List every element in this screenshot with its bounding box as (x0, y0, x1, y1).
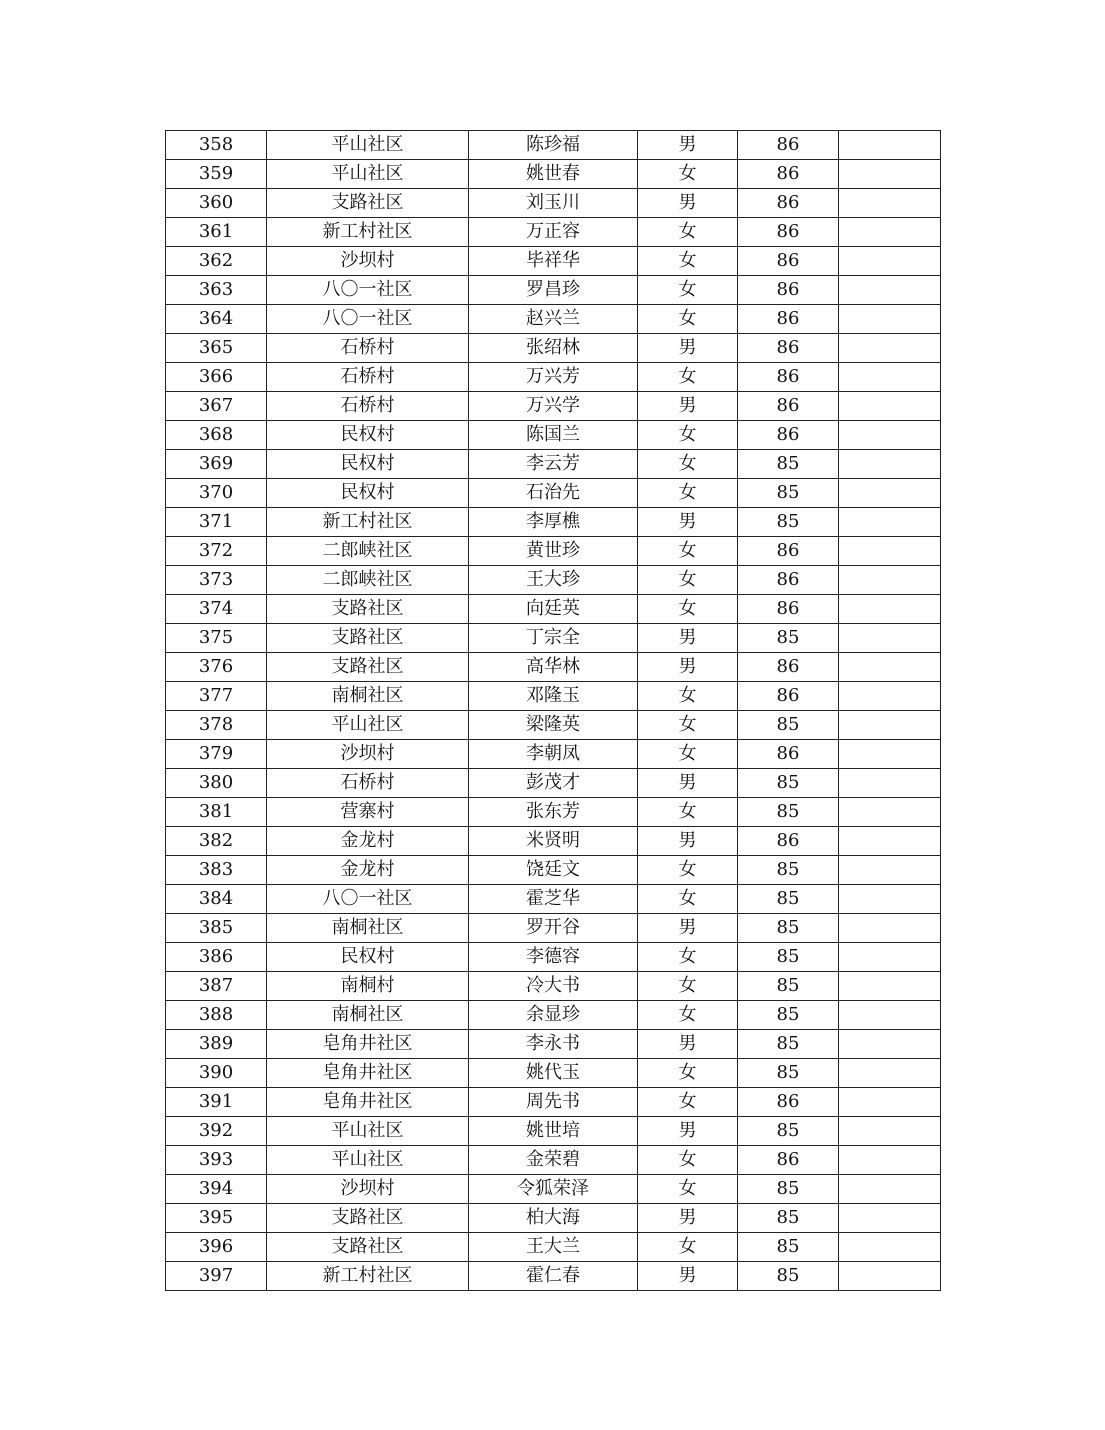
community-cell: 支路社区 (267, 595, 469, 624)
person-name-cell: 李德容 (469, 943, 638, 972)
gender-cell: 男 (638, 624, 738, 653)
score-cell: 85 (738, 450, 839, 479)
table-row (166, 305, 941, 334)
remark-cell (839, 595, 941, 624)
person-name-cell: 余显珍 (469, 1001, 638, 1030)
table-row (166, 827, 941, 856)
community-cell: 南桐社区 (267, 914, 469, 943)
community-cell: 石桥村 (267, 334, 469, 363)
community-cell: 石桥村 (267, 363, 469, 392)
remark-cell (839, 740, 941, 769)
row-number-cell: 397 (166, 1262, 267, 1291)
gender-cell: 女 (638, 479, 738, 508)
remark-cell (839, 856, 941, 885)
score-cell: 85 (738, 1001, 839, 1030)
table-row (166, 160, 941, 189)
gender-cell: 女 (638, 943, 738, 972)
gender-cell: 女 (638, 305, 738, 334)
row-number-cell: 361 (166, 218, 267, 247)
person-name-cell: 彭茂才 (469, 769, 638, 798)
person-name-cell: 赵兴兰 (469, 305, 638, 334)
community-cell: 二郎峡社区 (267, 566, 469, 595)
community-cell: 八〇一社区 (267, 276, 469, 305)
gender-cell: 女 (638, 363, 738, 392)
community-cell: 支路社区 (267, 1204, 469, 1233)
person-name-cell: 万兴学 (469, 392, 638, 421)
person-name-cell: 丁宗全 (469, 624, 638, 653)
community-cell: 支路社区 (267, 1233, 469, 1262)
table-row (166, 914, 941, 943)
score-cell: 86 (738, 740, 839, 769)
gender-cell: 女 (638, 972, 738, 1001)
score-cell: 86 (738, 305, 839, 334)
gender-cell: 男 (638, 392, 738, 421)
score-cell: 86 (738, 537, 839, 566)
person-name-cell: 李云芳 (469, 450, 638, 479)
remark-cell (839, 508, 941, 537)
gender-cell: 男 (638, 1262, 738, 1291)
row-number-cell: 364 (166, 305, 267, 334)
score-cell: 85 (738, 624, 839, 653)
gender-cell: 男 (638, 334, 738, 363)
roster-table (165, 130, 941, 1291)
person-name-cell: 柏大海 (469, 1204, 638, 1233)
gender-cell: 女 (638, 595, 738, 624)
table-row (166, 1146, 941, 1175)
score-cell: 86 (738, 1088, 839, 1117)
community-cell: 南桐社区 (267, 682, 469, 711)
score-cell: 86 (738, 218, 839, 247)
table-row (166, 1030, 941, 1059)
gender-cell: 女 (638, 1146, 738, 1175)
table-row (166, 334, 941, 363)
table-row (166, 1059, 941, 1088)
table-row (166, 943, 941, 972)
table-row (166, 566, 941, 595)
community-cell: 平山社区 (267, 1146, 469, 1175)
gender-cell: 男 (638, 769, 738, 798)
table-row (166, 1001, 941, 1030)
remark-cell (839, 218, 941, 247)
table-row (166, 508, 941, 537)
person-name-cell: 周先书 (469, 1088, 638, 1117)
community-cell: 平山社区 (267, 711, 469, 740)
score-cell: 86 (738, 1146, 839, 1175)
community-cell: 平山社区 (267, 1117, 469, 1146)
person-name-cell: 罗开谷 (469, 914, 638, 943)
remark-cell (839, 537, 941, 566)
table-row (166, 653, 941, 682)
remark-cell (839, 421, 941, 450)
gender-cell: 女 (638, 276, 738, 305)
gender-cell: 女 (638, 740, 738, 769)
gender-cell: 女 (638, 537, 738, 566)
remark-cell (839, 711, 941, 740)
remark-cell (839, 798, 941, 827)
score-cell: 86 (738, 131, 839, 160)
person-name-cell: 王大珍 (469, 566, 638, 595)
score-cell: 85 (738, 1117, 839, 1146)
score-cell: 86 (738, 653, 839, 682)
score-cell: 86 (738, 363, 839, 392)
person-name-cell: 陈国兰 (469, 421, 638, 450)
score-cell: 86 (738, 595, 839, 624)
gender-cell: 女 (638, 218, 738, 247)
person-name-cell: 向廷英 (469, 595, 638, 624)
row-number-cell: 368 (166, 421, 267, 450)
row-number-cell: 382 (166, 827, 267, 856)
community-cell: 支路社区 (267, 653, 469, 682)
row-number-cell: 373 (166, 566, 267, 595)
person-name-cell: 万正容 (469, 218, 638, 247)
row-number-cell: 363 (166, 276, 267, 305)
score-cell: 85 (738, 1175, 839, 1204)
table-row (166, 450, 941, 479)
table-row (166, 247, 941, 276)
table-row (166, 392, 941, 421)
row-number-cell: 389 (166, 1030, 267, 1059)
row-number-cell: 395 (166, 1204, 267, 1233)
table-row (166, 885, 941, 914)
row-number-cell: 371 (166, 508, 267, 537)
community-cell: 支路社区 (267, 624, 469, 653)
remark-cell (839, 1059, 941, 1088)
person-name-cell: 李朝凤 (469, 740, 638, 769)
row-number-cell: 372 (166, 537, 267, 566)
remark-cell (839, 334, 941, 363)
score-cell: 86 (738, 827, 839, 856)
person-name-cell: 饶廷文 (469, 856, 638, 885)
remark-cell (839, 653, 941, 682)
remark-cell (839, 1001, 941, 1030)
row-number-cell: 387 (166, 972, 267, 1001)
row-number-cell: 370 (166, 479, 267, 508)
row-number-cell: 369 (166, 450, 267, 479)
table-row (166, 276, 941, 305)
person-name-cell: 张绍林 (469, 334, 638, 363)
community-cell: 石桥村 (267, 392, 469, 421)
remark-cell (839, 1175, 941, 1204)
table-row (166, 1233, 941, 1262)
roster-table-body (166, 131, 941, 1291)
row-number-cell: 367 (166, 392, 267, 421)
community-cell: 沙坝村 (267, 247, 469, 276)
table-row (166, 972, 941, 1001)
table-row (166, 711, 941, 740)
community-cell: 金龙村 (267, 827, 469, 856)
table-row (166, 595, 941, 624)
person-name-cell: 姚代玉 (469, 1059, 638, 1088)
gender-cell: 男 (638, 827, 738, 856)
person-name-cell: 万兴芳 (469, 363, 638, 392)
person-name-cell: 霍芝华 (469, 885, 638, 914)
community-cell: 南桐社区 (267, 1001, 469, 1030)
row-number-cell: 396 (166, 1233, 267, 1262)
remark-cell (839, 1204, 941, 1233)
gender-cell: 女 (638, 1059, 738, 1088)
person-name-cell: 刘玉川 (469, 189, 638, 218)
row-number-cell: 392 (166, 1117, 267, 1146)
community-cell: 沙坝村 (267, 740, 469, 769)
remark-cell (839, 1233, 941, 1262)
table-row (166, 218, 941, 247)
gender-cell: 男 (638, 131, 738, 160)
community-cell: 平山社区 (267, 160, 469, 189)
row-number-cell: 381 (166, 798, 267, 827)
score-cell: 85 (738, 1204, 839, 1233)
community-cell: 支路社区 (267, 189, 469, 218)
table-row (166, 131, 941, 160)
person-name-cell: 梁隆英 (469, 711, 638, 740)
remark-cell (839, 1088, 941, 1117)
table-row (166, 856, 941, 885)
remark-cell (839, 1146, 941, 1175)
gender-cell: 女 (638, 421, 738, 450)
row-number-cell: 385 (166, 914, 267, 943)
community-cell: 新工村社区 (267, 218, 469, 247)
person-name-cell: 姚世培 (469, 1117, 638, 1146)
gender-cell: 女 (638, 450, 738, 479)
table-row (166, 798, 941, 827)
score-cell: 85 (738, 1059, 839, 1088)
remark-cell (839, 885, 941, 914)
community-cell: 石桥村 (267, 769, 469, 798)
community-cell: 八〇一社区 (267, 305, 469, 334)
remark-cell (839, 972, 941, 1001)
row-number-cell: 394 (166, 1175, 267, 1204)
gender-cell: 女 (638, 1001, 738, 1030)
gender-cell: 女 (638, 856, 738, 885)
row-number-cell: 384 (166, 885, 267, 914)
remark-cell (839, 276, 941, 305)
row-number-cell: 358 (166, 131, 267, 160)
community-cell: 南桐村 (267, 972, 469, 1001)
person-name-cell: 李厚樵 (469, 508, 638, 537)
score-cell: 86 (738, 160, 839, 189)
score-cell: 85 (738, 1233, 839, 1262)
community-cell: 金龙村 (267, 856, 469, 885)
community-cell: 新工村社区 (267, 1262, 469, 1291)
gender-cell: 女 (638, 885, 738, 914)
score-cell: 85 (738, 1262, 839, 1291)
gender-cell: 女 (638, 160, 738, 189)
table-row (166, 1204, 941, 1233)
table-row (166, 682, 941, 711)
table-row (166, 363, 941, 392)
score-cell: 86 (738, 276, 839, 305)
row-number-cell: 383 (166, 856, 267, 885)
row-number-cell: 376 (166, 653, 267, 682)
gender-cell: 女 (638, 566, 738, 595)
remark-cell (839, 682, 941, 711)
remark-cell (839, 363, 941, 392)
table-row (166, 1088, 941, 1117)
row-number-cell: 360 (166, 189, 267, 218)
community-cell: 皂角井社区 (267, 1059, 469, 1088)
remark-cell (839, 943, 941, 972)
community-cell: 二郎峡社区 (267, 537, 469, 566)
remark-cell (839, 131, 941, 160)
score-cell: 85 (738, 1030, 839, 1059)
person-name-cell: 令狐荣泽 (469, 1175, 638, 1204)
person-name-cell: 姚世春 (469, 160, 638, 189)
table-row (166, 421, 941, 450)
table-row (166, 1262, 941, 1291)
table-row (166, 1117, 941, 1146)
remark-cell (839, 566, 941, 595)
score-cell: 86 (738, 421, 839, 450)
gender-cell: 男 (638, 1117, 738, 1146)
table-row (166, 537, 941, 566)
person-name-cell: 黄世珍 (469, 537, 638, 566)
community-cell: 新工村社区 (267, 508, 469, 537)
gender-cell: 男 (638, 653, 738, 682)
person-name-cell: 邓隆玉 (469, 682, 638, 711)
community-cell: 沙坝村 (267, 1175, 469, 1204)
score-cell: 86 (738, 247, 839, 276)
score-cell: 85 (738, 885, 839, 914)
score-cell: 85 (738, 711, 839, 740)
gender-cell: 男 (638, 189, 738, 218)
row-number-cell: 390 (166, 1059, 267, 1088)
community-cell: 营寨村 (267, 798, 469, 827)
row-number-cell: 393 (166, 1146, 267, 1175)
table-row (166, 189, 941, 218)
score-cell: 85 (738, 769, 839, 798)
remark-cell (839, 479, 941, 508)
gender-cell: 男 (638, 508, 738, 537)
community-cell: 民权村 (267, 943, 469, 972)
person-name-cell: 米贤明 (469, 827, 638, 856)
remark-cell (839, 305, 941, 334)
table-row (166, 624, 941, 653)
community-cell: 皂角井社区 (267, 1030, 469, 1059)
remark-cell (839, 769, 941, 798)
row-number-cell: 379 (166, 740, 267, 769)
gender-cell: 女 (638, 682, 738, 711)
score-cell: 86 (738, 392, 839, 421)
remark-cell (839, 189, 941, 218)
table-row (166, 769, 941, 798)
score-cell: 85 (738, 508, 839, 537)
community-cell: 民权村 (267, 479, 469, 508)
remark-cell (839, 247, 941, 276)
gender-cell: 女 (638, 1088, 738, 1117)
person-name-cell: 高华林 (469, 653, 638, 682)
row-number-cell: 375 (166, 624, 267, 653)
person-name-cell: 石治先 (469, 479, 638, 508)
remark-cell (839, 827, 941, 856)
gender-cell: 女 (638, 711, 738, 740)
gender-cell: 男 (638, 914, 738, 943)
remark-cell (839, 1030, 941, 1059)
table-row (166, 479, 941, 508)
person-name-cell: 李永书 (469, 1030, 638, 1059)
person-name-cell: 罗昌珍 (469, 276, 638, 305)
score-cell: 85 (738, 972, 839, 1001)
table-row (166, 740, 941, 769)
gender-cell: 女 (638, 1175, 738, 1204)
person-name-cell: 张东芳 (469, 798, 638, 827)
gender-cell: 女 (638, 247, 738, 276)
gender-cell: 女 (638, 798, 738, 827)
score-cell: 85 (738, 943, 839, 972)
person-name-cell: 金荣碧 (469, 1146, 638, 1175)
row-number-cell: 386 (166, 943, 267, 972)
table-row (166, 1175, 941, 1204)
community-cell: 民权村 (267, 421, 469, 450)
person-name-cell: 陈珍福 (469, 131, 638, 160)
person-name-cell: 王大兰 (469, 1233, 638, 1262)
row-number-cell: 377 (166, 682, 267, 711)
row-number-cell: 366 (166, 363, 267, 392)
community-cell: 民权村 (267, 450, 469, 479)
remark-cell (839, 1117, 941, 1146)
remark-cell (839, 160, 941, 189)
row-number-cell: 365 (166, 334, 267, 363)
score-cell: 85 (738, 856, 839, 885)
community-cell: 皂角井社区 (267, 1088, 469, 1117)
score-cell: 86 (738, 682, 839, 711)
row-number-cell: 391 (166, 1088, 267, 1117)
score-cell: 85 (738, 914, 839, 943)
remark-cell (839, 392, 941, 421)
row-number-cell: 374 (166, 595, 267, 624)
score-cell: 86 (738, 189, 839, 218)
gender-cell: 女 (638, 1233, 738, 1262)
score-cell: 85 (738, 798, 839, 827)
row-number-cell: 359 (166, 160, 267, 189)
row-number-cell: 378 (166, 711, 267, 740)
person-name-cell: 毕祥华 (469, 247, 638, 276)
gender-cell: 男 (638, 1204, 738, 1233)
row-number-cell: 380 (166, 769, 267, 798)
row-number-cell: 388 (166, 1001, 267, 1030)
remark-cell (839, 624, 941, 653)
score-cell: 86 (738, 334, 839, 363)
community-cell: 平山社区 (267, 131, 469, 160)
score-cell: 86 (738, 566, 839, 595)
remark-cell (839, 1262, 941, 1291)
community-cell: 八〇一社区 (267, 885, 469, 914)
score-cell: 85 (738, 479, 839, 508)
person-name-cell: 冷大书 (469, 972, 638, 1001)
gender-cell: 男 (638, 1030, 738, 1059)
row-number-cell: 362 (166, 247, 267, 276)
remark-cell (839, 450, 941, 479)
remark-cell (839, 914, 941, 943)
person-name-cell: 霍仁春 (469, 1262, 638, 1291)
